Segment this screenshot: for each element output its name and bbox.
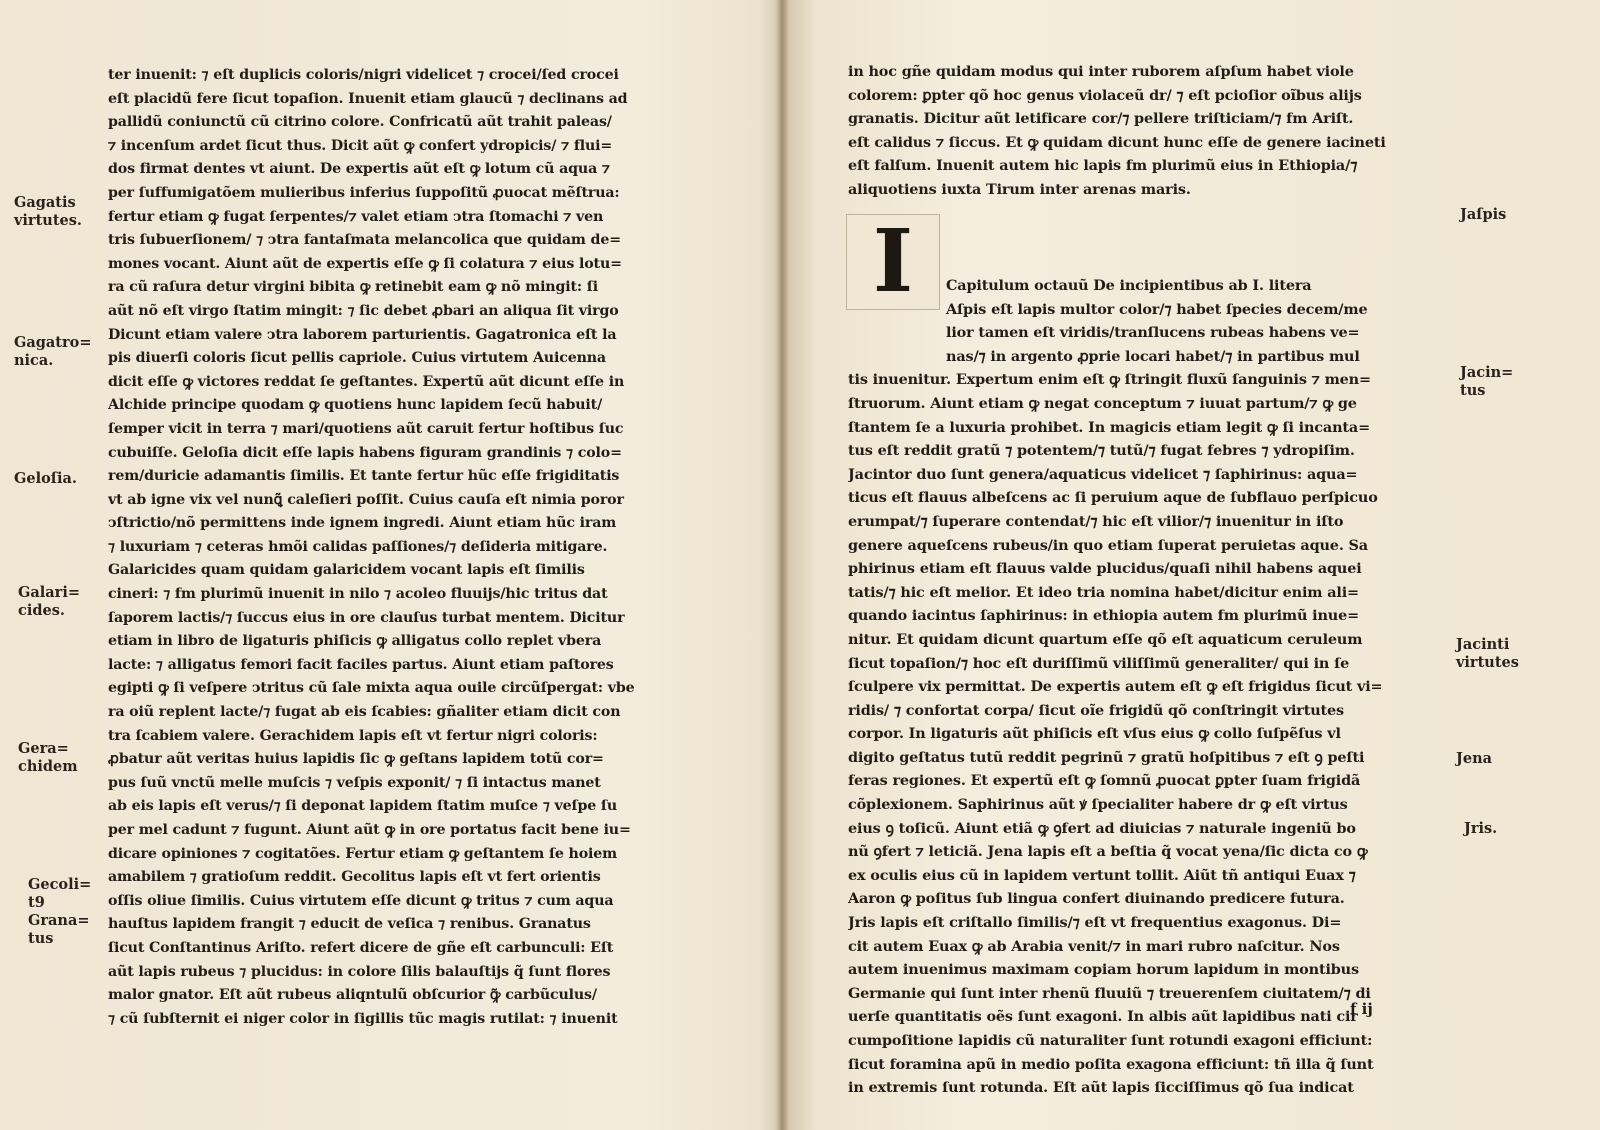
marginal-note-jaspis: Jaſpis bbox=[1460, 206, 1507, 223]
text-line: ſicut topaſion/⁊ hoc eſt duriſſimũ viliſſimũ generaliter/ qui in ſe bbox=[848, 654, 1350, 672]
text-line: eſt falſum. Inuenit autem hic lapis fm plurimũ eius in Ethiopia/⁊ bbox=[848, 157, 1358, 175]
text-line: granatis. Dicitur aũt letificare cor/⁊ pellere triſticiam/⁊ fm Ariſt. bbox=[848, 110, 1354, 128]
text-line: egipti ꝙ ſi veſpere ↄtritus cũ ſale mixta aqua ouile circũſpergat: vbe bbox=[108, 680, 635, 697]
text-line: ticus eſt flauus albeſcens ac ſi peruium aque de ſubflauo perſpicuo bbox=[848, 489, 1378, 507]
text-line: corpor. In ligaturis aũt phiſicis eſt vſus eius ꝙ collo ſuſpẽſus vl bbox=[848, 725, 1341, 743]
marginal-note-gecolitus-granatus: Gecoli= t9 Grana= tus bbox=[28, 876, 92, 947]
text-line: cumpoſitione lapidis cũ naturaliter ſunt rotundi exagoni efficiunt: bbox=[848, 1032, 1373, 1049]
text-line: ra cũ raſura detur virgini bibita ꝙ retinebit eam ꝙ nõ mingit: ſi bbox=[108, 279, 598, 296]
left-body-text bbox=[108, 64, 748, 1031]
text-line: tra ſcabiem valere. Gerachidem lapis eſt vt fertur nigri coloris: bbox=[108, 727, 598, 744]
text-line: etiam in libro de ligaturis phiſicis ꝙ alligatus collo replet vbera bbox=[108, 633, 602, 650]
text-line: in extremis ſunt rotunda. Eſt aũt lapis ſicciſſimus qõ ſua indicat bbox=[848, 1079, 1354, 1097]
text-line: ſicut Conſtantinus Ariſto. refert dicere de gñe eſt carbunculi: Eſt bbox=[108, 939, 614, 956]
text-line: per ſuffumigatõem mulieribus inferius ſuppoſitũ ꝓuocat mẽſtrua: bbox=[108, 184, 620, 201]
text-line: fertur etiam ꝙ fugat ſerpentes/⁊ valet etiam ↄtra ſtomachi ⁊ ven bbox=[108, 208, 604, 225]
left-page bbox=[0, 0, 782, 1130]
text-line: vt ab igne vix vel nunꝗ̃ caleſieri poſſit. Cuius cauſa eſt nimia poror bbox=[108, 491, 624, 508]
decorated-initial-letter: I bbox=[846, 214, 940, 310]
text-line: eius ꝯ toſicũ. Aiunt etiã ꝙ ꝯfert ad diuicias ⁊ naturale ingeniũ bo bbox=[848, 819, 1356, 837]
text-line: lacte: ⁊ alligatus femori facit faciles partus. Aiunt etiam paſtores bbox=[108, 656, 614, 673]
marginal-note-galaricides: Galari= cides. bbox=[18, 584, 80, 619]
text-line: autem inuenimus maximam copiam horum lapidum in montibus bbox=[848, 961, 1359, 979]
text-line: aũt nõ eſt virgo ſtatim mingit: ⁊ ſic debet ꝓbari an aliqua ſit virgo bbox=[108, 302, 619, 319]
text-line: lior tamen eſt viridis/tranſlucens rubeas habens ve= bbox=[946, 324, 1360, 342]
text-line: ſculpere vix permittat. De expertis autem eſt ꝙ eſt frigidus ſicut vi= bbox=[848, 678, 1383, 696]
text-line: Aaron ꝙ poſitus ſub lingua confert diuinando predicere futura. bbox=[848, 890, 1345, 908]
text-line: erumpat/⁊ ſuperare contendat/⁊ hic eſt vilior/⁊ inuenitur in iſto bbox=[848, 512, 1344, 530]
marginal-note-gagatis: Gagatis virtutes. bbox=[14, 194, 82, 229]
text-line: nũ ꝯfert ⁊ leticiã. Jena lapis eſt a beſtia q̃ vocat yena/ſic dicta co ꝙ bbox=[848, 843, 1368, 861]
text-line: ſtruorum. Aiunt etiam ꝙ negat conceptum ⁊ iuuat partum/⁊ ꝙ ge bbox=[848, 394, 1357, 412]
text-line: oſſis oliue ſimilis. Cuius virtutem eſſe dicunt ꝙ tritus ⁊ cum aqua bbox=[108, 892, 614, 909]
text-line: ſtantem ſe a luxuria prohibet. In magicis etiam legit ꝙ ſi incanta= bbox=[848, 418, 1370, 436]
text-line: dicare opiniones ⁊ cogitatões. Fertur etiam ꝙ geſtantem ſe hoiem bbox=[108, 845, 618, 862]
text-line: ⁊ incenſum ardet ſicut thus. Dicit aũt ꝙ confert ydropicis/ ⁊ flui= bbox=[108, 137, 613, 154]
text-line: Jris lapis eſt criſtallo ſimilis/⁊ eſt vt frequentius exagonus. Di= bbox=[848, 914, 1342, 932]
text-line: Galaricides quam quidam galaricidem vocant lapis eſt ſimilis bbox=[108, 562, 585, 579]
text-line: quando iacintus ſaphirinus: in ethiopia autem fm plurimũ inue= bbox=[848, 607, 1360, 625]
text-line: tus eſt reddit gratũ ⁊ potentem/⁊ tutũ/⁊ fugat febres ⁊ ydropiſim. bbox=[848, 442, 1355, 460]
text-line: tis inuenitur. Expertum enim eſt ꝙ ſtringit fluxũ ſanguinis ⁊ men= bbox=[848, 371, 1371, 389]
text-line: rem/duricie adamantis ſimilis. Et tante fertur hũc eſſe frigiditatis bbox=[108, 468, 620, 485]
text-line: Aſpis eſt lapis multor color/⁊ habet ſpecies decem/me bbox=[946, 300, 1368, 318]
text-line: phirinus etiam eſt flauus valde plucidus/quaſi nihil habens aquei bbox=[848, 560, 1362, 578]
chapter-heading: Capitulum octauũ De incipientibus ab I. litera bbox=[946, 277, 1312, 294]
text-line: nas/⁊ in argento ꝓprie locari habet/⁊ in partibus mul bbox=[946, 347, 1360, 365]
text-line: genere aqueſcens rubeus/in quo etiam ſuperat peruietas aque. Sa bbox=[848, 536, 1368, 554]
text-line: ⁊ cũ ſubſternit ei niger color in ſigillis tũc magis rutilat: ⁊ inuenit bbox=[108, 1010, 618, 1027]
text-line: eſt placidũ fere ſicut topaſion. Inuenit etiam glaucũ ⁊ declinans ad bbox=[108, 90, 628, 107]
text-line: amabilem ⁊ gratioſum reddit. Gecolitus lapis eſt vt fert orientis bbox=[108, 869, 601, 886]
text-line: ꝓbatur aũt veritas huius lapidis ſic ꝙ geſtans lapidem totũ cor= bbox=[108, 751, 604, 768]
marginal-note-jacinti-virtutes: Jacinti virtutes bbox=[1456, 636, 1519, 671]
text-line: dos firmat dentes vt aiunt. De expertis aũt eſt ꝙ lotum cũ aqua ⁊ bbox=[108, 161, 610, 178]
text-line: hauſtus lapidem frangit ⁊ educit de veſica ⁊ renibus. Granatus bbox=[108, 916, 591, 933]
text-line: feras regiones. Et expertũ eſt ꝙ ſomnũ ꝓuocat ꝑpter ſuam frigidã bbox=[848, 772, 1361, 790]
text-line: ter inuenit: ⁊ eſt duplicis coloris/nigri videlicet ⁊ crocei/ſed crocei bbox=[108, 67, 619, 83]
right-page bbox=[784, 0, 1600, 1130]
text-line: tatis/⁊ hic eſt melior. Et ideo tria nomina habet/dicitur enim ali= bbox=[848, 583, 1359, 601]
text-line: cineri: ⁊ fm plurimũ inuenit in nilo ⁊ acoleo fluuijs/hic tritus dat bbox=[108, 586, 608, 603]
text-line: colorem: ꝑpter qõ hoc genus violaceũ dr/ ⁊ eſt pcioſior oĩbus alijs bbox=[848, 86, 1362, 104]
text-line: Jacintor duo ſunt genera/aquaticus videlicet ⁊ ſaphirinus: aqua= bbox=[848, 465, 1358, 483]
text-line: per mel cadunt ⁊ fugunt. Aiunt aũt ꝙ in ore portatus facit bene iu= bbox=[108, 822, 631, 838]
text-line: ↄſtrictio/nõ permittens inde ignem ingredi. Aiunt etiam hũc iram bbox=[108, 515, 617, 532]
text-line: tris ſubuerſionem/ ⁊ ↄtra fantaſmata melancolica que quidam de= bbox=[108, 232, 621, 249]
text-line: cubuiſſe. Geloſia dicit eſſe lapis habens figuram grandinis ⁊ colo= bbox=[108, 444, 622, 461]
text-line: nitur. Et quidam dicunt quartum eſſe qõ eſt aquaticum ceruleum bbox=[848, 630, 1363, 648]
marginal-note-gerachidem: Gera= chidem bbox=[18, 740, 78, 775]
text-line: ex oculis eius cũ in lapidem vertunt tollit. Aiũt tñ antiqui Euax ⁊ bbox=[848, 866, 1356, 884]
text-line: ab eis lapis eſt verus/⁊ ſi deponat lapidem ſtatim muſce ⁊ veſpe ſu bbox=[108, 798, 618, 815]
text-line: pis diuerſi coloris ſicut pellis capriole. Cuius virtutem Auicenna bbox=[108, 350, 606, 367]
text-line: ſicut foramina apũ in medio poſita exagona efficiunt: tñ illa q̃ ſunt bbox=[848, 1055, 1374, 1073]
right-body-text-top bbox=[848, 60, 1458, 202]
text-line: ridis/ ⁊ confortat corpa/ ſicut oĩe frigidũ qõ conſtringit virtutes bbox=[848, 701, 1345, 719]
text-line: ra oiũ replent lacte/⁊ fugat ab eis ſcabies: gñaliter etiam dicit con bbox=[108, 704, 621, 721]
marginal-note-jena: Jena bbox=[1456, 750, 1493, 767]
text-line: pallidũ coniunctũ cũ citrino colore. Confricatũ aũt trahit paleas/ bbox=[108, 114, 612, 131]
text-line: in hoc gñe quidam modus qui inter ruborem aſpſum habet viole bbox=[848, 63, 1354, 80]
text-line: Alchide principe quodam ꝙ quotiens hunc lapidem ſecũ habuit/ bbox=[108, 397, 603, 414]
text-line: ⁊ luxuriam ⁊ ceteras hmõi calidas paſſiones/⁊ deſideria mitigare. bbox=[108, 538, 608, 555]
text-line: pus ſuũ vnctũ melle muſcis ⁊ veſpis exponit/ ⁊ ſi intactus manet bbox=[108, 774, 601, 791]
text-line: cõplexionem. Saphirinus aũt ꝟ ſpecialiter habere dr ꝙ eſt virtus bbox=[848, 796, 1348, 814]
text-line: eſt calidus ⁊ ſiccus. Et ꝙ quidam dicunt hunc eſſe de genere iacineti bbox=[848, 133, 1386, 151]
text-line: ſaporem lactis/⁊ ſuccus eius in ore clauſus turbat mentem. Dicitur bbox=[108, 609, 625, 626]
text-line: Dicunt etiam valere ↄtra laborem parturientis. Gagatronica eſt la bbox=[108, 326, 617, 343]
text-line: dicit eſſe ꝙ victores reddat ſe geſtantes. Expertũ aũt dicunt eſſe in bbox=[108, 373, 625, 390]
marginal-note-gagatronica: Gagatro= nica. bbox=[14, 334, 92, 369]
text-line: cit autem Euax ꝙ ab Arabia venit/⁊ in mari rubro naſcitur. Nos bbox=[848, 937, 1340, 955]
text-line: ſemper vicit in terra ⁊ mari/quotiens aũt caruit fertur hoſtibus ſuc bbox=[108, 420, 624, 437]
text-line: mones vocant. Aiunt aũt de expertis eſſe ꝙ ſi colatura ⁊ eius lotu= bbox=[108, 255, 622, 272]
text-line: aũt lapis rubeus ⁊ plucidus: in colore ſilis balauſtijs q̃ ſunt flores bbox=[108, 963, 611, 980]
marginal-note-gelosia: Geloſia. bbox=[14, 470, 77, 487]
marginal-note-jacintus: Jacin= tus bbox=[1460, 364, 1514, 399]
text-line: Germanie qui ſunt inter rhenũ fluuiũ ⁊ treuerenſem ciuitatem/⁊ di bbox=[848, 984, 1371, 1002]
text-line: digito geſtatus tutũ reddit pegrinũ ⁊ gratũ hoſpitibus ⁊ eſt ꝯ peſti bbox=[848, 748, 1365, 766]
text-line: aliquotiens iuxta Tirum inter arenas maris. bbox=[848, 180, 1191, 198]
right-body-text-main bbox=[848, 274, 1458, 1100]
text-line: uerſe quantitatis oẽs ſunt exagoni. In albis aũt lapidibus nati cir bbox=[848, 1008, 1358, 1026]
marginal-note-jris: Jris. bbox=[1464, 820, 1498, 837]
text-line: malor gnator. Eſt aũt rubeus aliqntulũ obſcurior ꝙ̃ carbũculus/ bbox=[108, 987, 597, 1004]
folio-signature: f ij bbox=[1350, 1000, 1373, 1018]
